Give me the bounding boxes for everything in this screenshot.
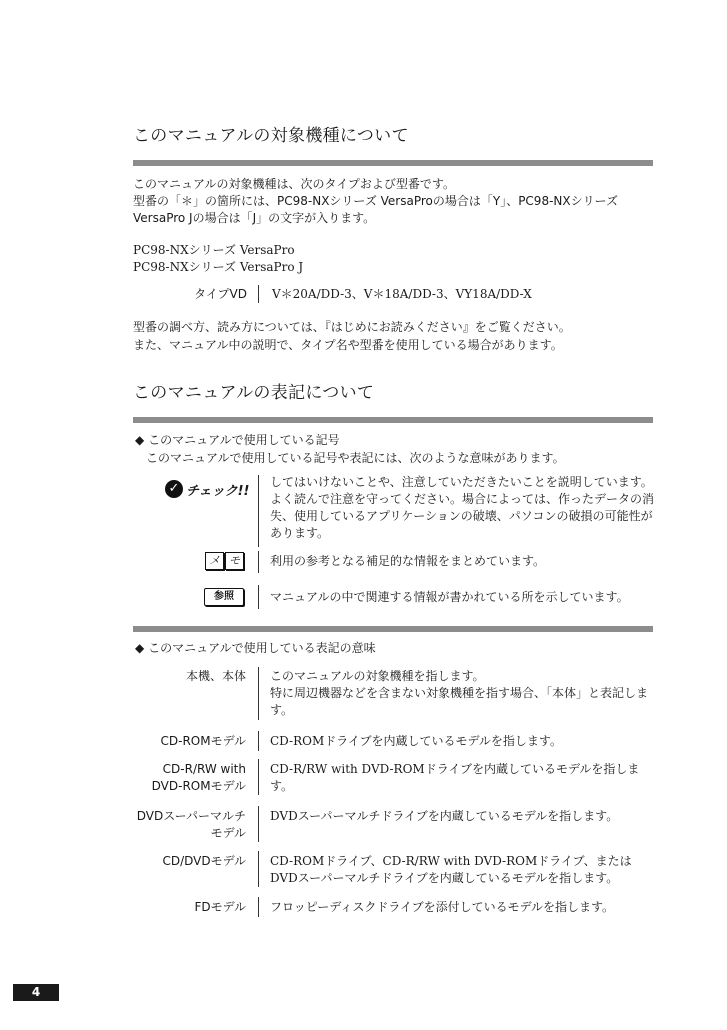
intro-line-1: このマニュアルの対象機種は、次のタイプおよび型番です。	[133, 177, 455, 191]
bullet-notation	[135, 640, 376, 657]
symbols-desc: このマニュアルで使用している記号や表記には、次のような意味があります。	[146, 451, 565, 465]
type-divider	[258, 285, 259, 303]
term-divider	[258, 851, 259, 887]
term-label: 本機、本体	[185, 669, 246, 683]
term-divider	[258, 731, 259, 751]
symbol-divider	[258, 551, 259, 573]
bullet-symbols	[135, 432, 340, 449]
check-icon: ✓ チェック!!	[165, 479, 249, 499]
bullet-diamond-icon: ◆	[135, 433, 145, 447]
symbol-divider	[258, 585, 259, 609]
memo-icon: メ モ	[205, 552, 244, 570]
term-divider	[258, 806, 259, 842]
term-desc: CD-R/RW with DVD-ROMドライブを内蔵しているモデルを指します。	[270, 762, 640, 793]
bullet-notation-title: このマニュアルで使用している表記の意味	[148, 641, 376, 655]
term-desc: フロッピーディスクドライブを添付しているモデルを指します。	[270, 900, 615, 914]
section-rule	[133, 417, 653, 423]
memo-desc: 利用の参考となる補足的な情報をまとめています。	[270, 554, 546, 568]
reference-icon: 参照	[204, 588, 244, 606]
term-desc: DVDスーパーマルチドライブを内蔵しているモデルを指します。	[270, 809, 619, 823]
term-label: CD/DVDモデル	[162, 854, 246, 868]
term-desc: CD-ROMドライブを内蔵しているモデルを指します。	[270, 734, 562, 748]
term-label: CD-ROMモデル	[160, 734, 246, 748]
section-heading-target-models: このマニュアルの対象機種について	[133, 126, 409, 146]
series-name-1: PC98-NXシリーズ VersaPro	[133, 243, 295, 257]
symbol-divider	[258, 475, 259, 547]
term-divider	[258, 759, 259, 795]
type-value: V＊20A/DD-3、V＊18A/DD-3、VY18A/DD-X	[272, 287, 532, 301]
reference-desc: マニュアルの中で関連する情報が書かれている所を示しています。	[270, 590, 629, 604]
intro-line-2: 型番の「＊」の箇所には、PC98-NXシリーズ VersaProの場合は「Y」、PC98-NXシリーズ	[133, 194, 619, 208]
term-label: CD-R/RW with DVD-ROMモデル	[151, 762, 246, 793]
bullet-symbols-title: このマニュアルで使用している記号	[148, 433, 340, 447]
page-number: 4	[13, 984, 59, 1001]
term-desc: このマニュアルの対象機種を指します。 特に周辺機器などを含まない対象機種を指す場合、「本体」と表記します。	[270, 669, 649, 717]
term-label: DVDスーパーマルチ モデル	[136, 809, 246, 840]
term-divider	[258, 667, 259, 720]
term-divider	[258, 897, 259, 917]
check-icon-label: チェック!!	[186, 483, 250, 499]
term-desc: CD-ROMドライブ、CD-R/RW with DVD-ROMドライブ、または DVDスーパーマルチドライブを内蔵しているモデルを指します。	[270, 854, 632, 885]
howto-line-1: 型番の調べ方、読み方については、『はじめにお読みください』をご覧ください。	[133, 320, 571, 334]
term-label: FDモデル	[194, 900, 246, 914]
section-heading-notation: このマニュアルの表記について	[133, 383, 375, 403]
bullet-diamond-icon: ◆	[135, 641, 145, 655]
check-desc: してはいけないことや、注意していただきたいことを説明しています。よく読んで注意を守ってください。場合によっては、作ったデータの消失、使用しているアプリケーションの破壊、パソコンの破損の可能性があります。	[270, 475, 655, 540]
type-label: タイプVD	[194, 287, 247, 301]
section-rule	[133, 626, 653, 632]
series-name-2: PC98-NXシリーズ VersaPro J	[133, 260, 304, 274]
intro-line-3: VersaPro Jの場合は「J」の文字が入ります。	[133, 211, 376, 225]
howto-line-2: また、マニュアル中の説明で、タイプ名や型番を使用している場合があります。	[133, 338, 563, 352]
section-rule	[133, 160, 653, 166]
